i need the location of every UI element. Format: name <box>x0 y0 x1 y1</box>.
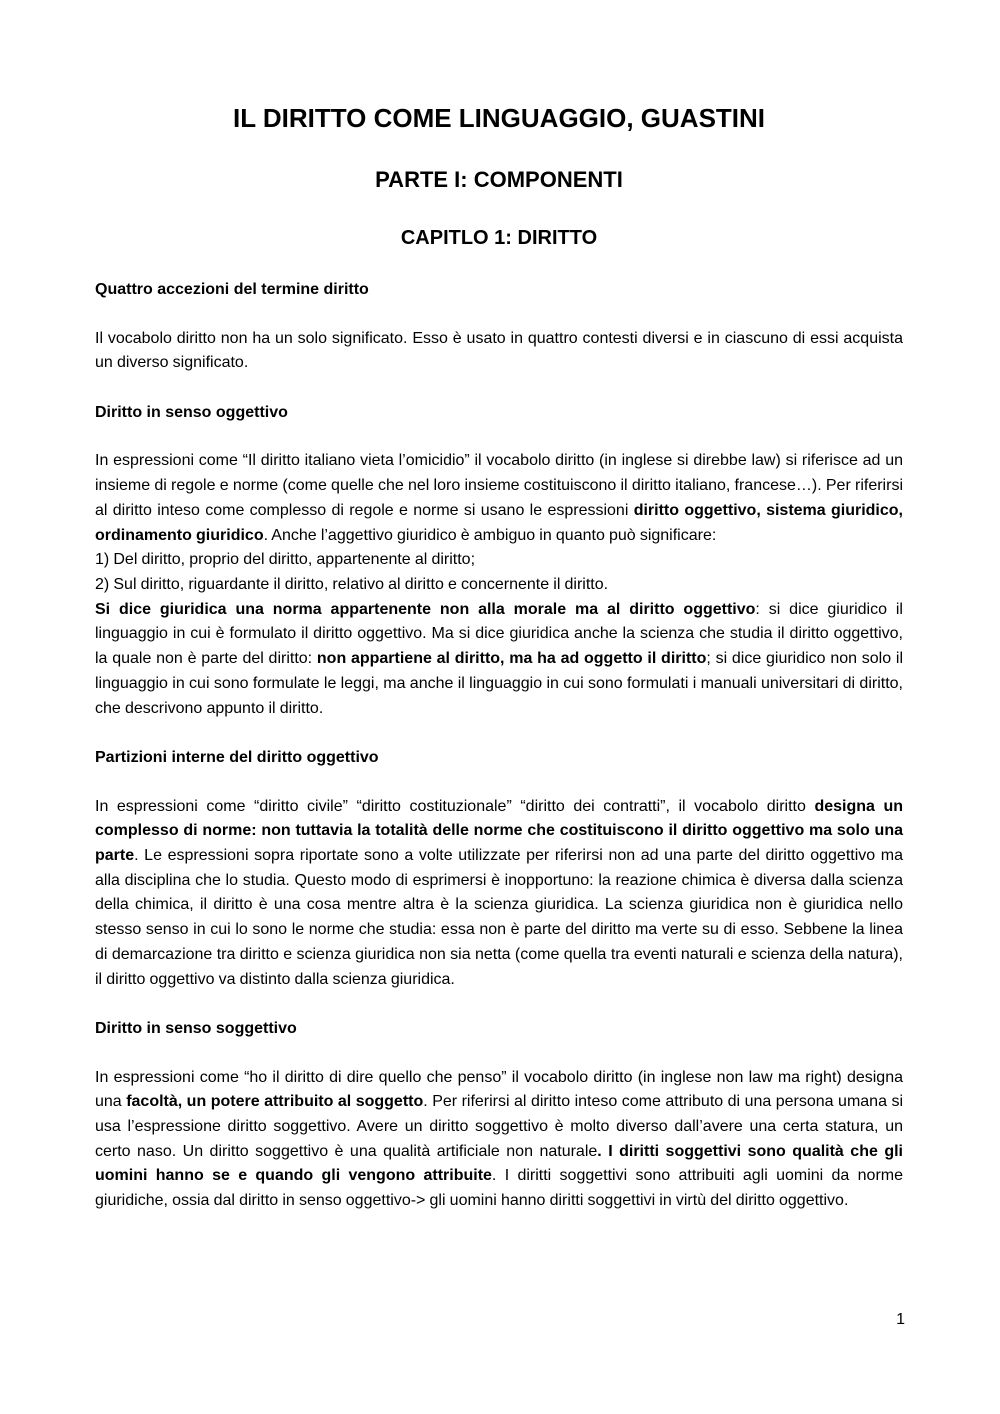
bold-text: . I diritti soggettivi sono qualità che gli uomini hanno se e quando gli vengono attribuite <box>95 1142 903 1185</box>
paragraph: In espressioni come “ho il diritto di dire quello che penso” il vocabolo diritto (in inglese non law ma right) designa una facoltà, un potere attribuito al soggetto. Per riferirsi al diritto inteso come attributo di una persona umana si usa l’espressione diritto soggettivo. Avere un diritto soggettivo è molto diverso dall’avere una certa statura, un certo naso. Un diritto soggettivo è una qualità artificiale non naturale. I diritti soggettivi sono qualità che gli uomini hanno se e quando gli vengono attribuite. I diritti soggettivi sono attribuiti agli uomini da norme giuridiche, ossia dal diritto in senso oggettivo-> gli uomini hanno diritti soggettivi in virtù del diritto oggettivo. <box>95 1068 904 1210</box>
bold-text: Si dice giuridica una norma appartenente non alla morale ma al diritto oggettivo <box>95 600 756 618</box>
paragraph: Il vocabolo diritto non ha un solo significato. Esso è usato in quattro contesti diversi e in ciascuno di essi acquista un diverso significato. <box>95 329 903 372</box>
section-heading: Diritto in senso oggettivo <box>95 403 288 421</box>
section-heading: Diritto in senso soggettivo <box>95 1019 297 1037</box>
bold-text: facoltà, un potere attribuito al soggetto <box>126 1093 424 1111</box>
paragraph: In espressioni come “Il diritto italiano vieta l’omicidio” il vocabolo diritto (in inglese si direbbe law) si riferisce ad un insieme di regole e norme (come quelle che nel loro insieme costituiscono il diritto italiano, francese…). Per riferirsi al diritto inteso come complesso di regole e norme si usano le espressioni diritto oggettivo, sistema giuridico, ordinamento giuridico. Anche l’aggettivo giuridico è ambiguo in quanto può significare: <box>95 452 903 544</box>
bold-text: designa un complesso di norme: non tuttavia la totalità delle norme che costituiscono il diritto oggettivo ma solo una parte <box>95 797 903 864</box>
document-body <box>95 100 903 1214</box>
bold-text: diritto oggettivo, sistema giuridico, ordinamento giuridico <box>95 501 903 544</box>
part-heading: PARTE I: COMPONENTI <box>375 167 623 192</box>
chapter-heading: CAPITLO 1: DIRITTO <box>400 227 598 249</box>
section-heading: Quattro accezioni del termine diritto <box>95 281 369 298</box>
paragraph: Si dice giuridica una norma appartenente non alla morale ma al diritto oggettivo: si dice giuridico il linguaggio in cui è formulato il diritto oggettivo. Ma si dice giuridica anche la scienza che studia il diritto oggettivo, la quale non è parte del diritto: non appartiene al diritto, ma ha ad oggetto il diritto; si dice giuridico non solo il linguaggio in cui sono formulate le leggi, ma anche il linguaggio in cui sono formulati i manuali universitari di diritto, che descrivono appunto il diritto. <box>95 600 904 717</box>
section-heading: Partizioni interne del diritto oggettivo <box>95 748 379 766</box>
section-quattro-accezioni <box>95 278 903 376</box>
section-partizioni-interne <box>95 746 903 992</box>
list-item: 1) Del diritto, proprio del diritto, appartenente al diritto; <box>95 551 476 569</box>
section-diritto-oggettivo <box>95 401 903 721</box>
section-diritto-soggettivo <box>95 1017 903 1214</box>
list-item: 2) Sul diritto, riguardante il diritto, relativo al diritto e concernente il diritto. <box>95 575 609 593</box>
document-title: IL DIRITTO COME LINGUAGGIO, GUASTINI <box>232 103 766 133</box>
bold-text: non appartiene al diritto, ma ha ad oggetto il diritto <box>316 650 707 668</box>
page-number: 1 <box>896 1311 905 1328</box>
paragraph: In espressioni come “diritto civile” “diritto costituzionale” “diritto dei contratti”, il vocabolo diritto designa un complesso di norme: non tuttavia la totalità delle norme che costituiscono il diritto oggettivo ma solo una parte. Le espressioni sopra riportate sono a volte utilizzate per riferirsi non ad una parte del diritto oggettivo ma alla disciplina che lo studia. Questo modo di esprimersi è inopportuno: la reazione chimica è diversa dalla scienza della chimica, il diritto è una cosa mentre altra è la scienza giuridica. La scienza giuridica non è giuridica nello stesso senso in cui lo sono le norme che studia: essa non è parte del diritto ma verte su di esso. Sebbene la linea di demarcazione tra diritto e scienza giuridica non sia netta (come quella tra eventi naturali e scienza della natura), il diritto oggettivo va distinto dalla scienza giuridica. <box>95 797 903 988</box>
